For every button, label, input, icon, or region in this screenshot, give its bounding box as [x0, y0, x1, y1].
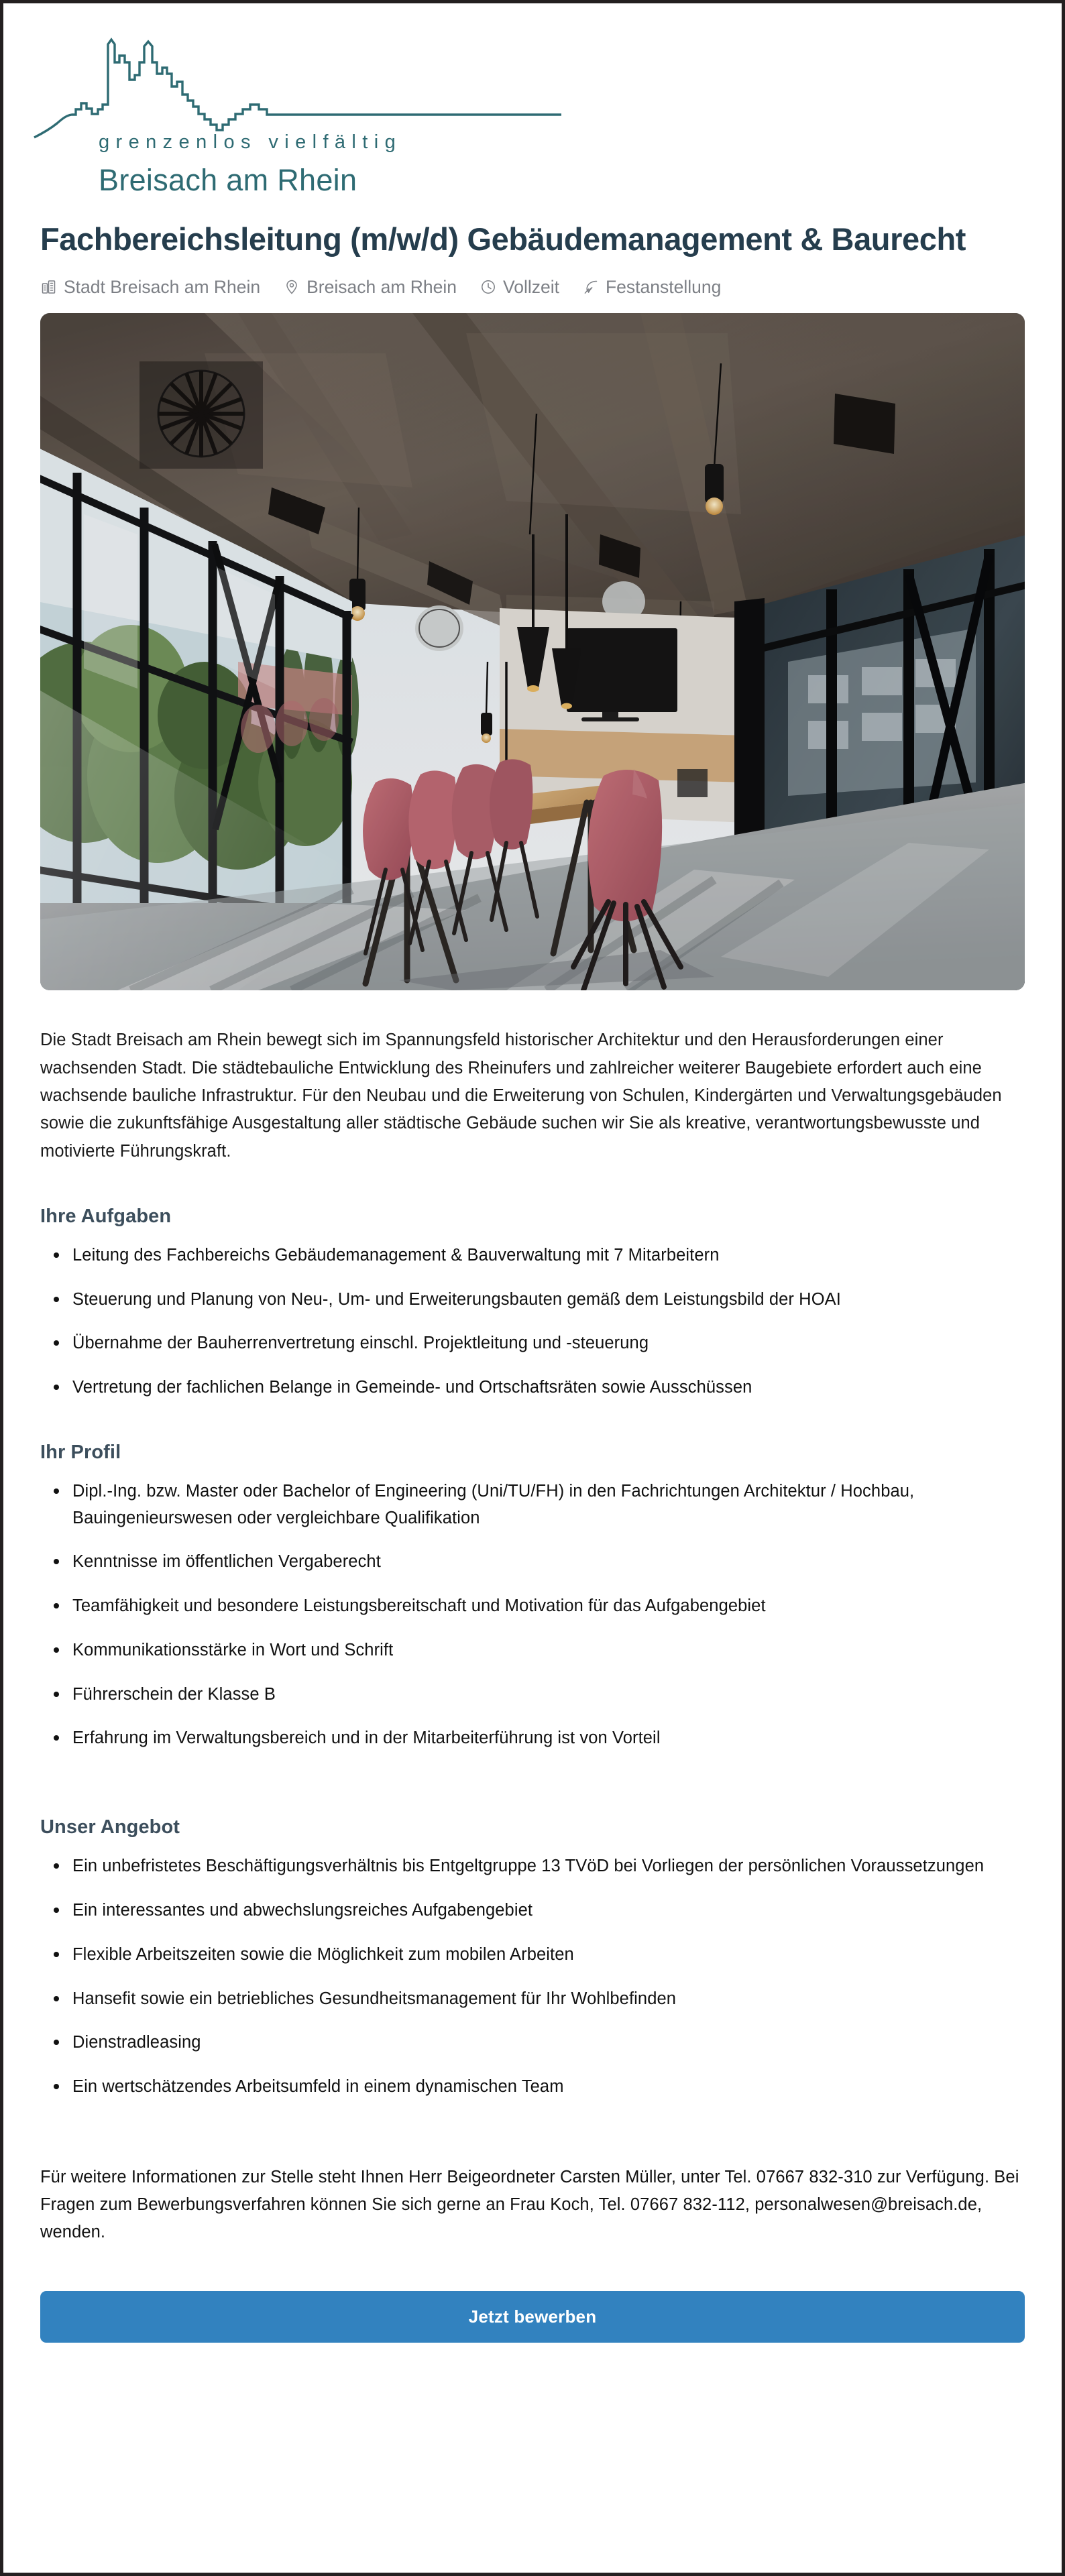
meta-label-employer: Stadt Breisach am Rhein [64, 276, 261, 297]
meta-label-location: Breisach am Rhein [306, 276, 457, 297]
logo-tagline-text: grenzenlos vielfältig [99, 131, 402, 153]
section-heading-offer: Unser Angebot [40, 1816, 180, 1838]
list-item: Steuerung und Planung von Neu-, Um- und Erweiterungsbauten gemäß dem Leistungsbild der HOAI [50, 1287, 1025, 1313]
list-item: Kenntnisse im öffentlichen Vergaberecht [50, 1549, 1025, 1576]
list-item: Führerschein der Klasse B [50, 1682, 1025, 1708]
breisach-minster-skyline-icon [23, 36, 567, 166]
location-pin-icon [283, 278, 300, 296]
list-item: Hansefit sowie ein betriebliches Gesundheitsmanagement für Ihr Wohlbefinden [50, 1986, 1025, 2013]
city-logo [3, 3, 1062, 197]
list-item: Vertretung der fachlichen Belange in Gemeinde- und Ortschaftsräten sowie Ausschüssen [50, 1374, 1025, 1401]
list-item: Ein unbefristetes Beschäftigungsverhältnis bis Entgeltgruppe 13 TVöD bei Vorliegen der persönlichen Voraussetzungen [50, 1853, 1025, 1880]
offer-list [40, 1853, 1025, 2101]
logo-city-name: Breisach am Rhein [99, 163, 357, 197]
feather-pen-icon [582, 278, 600, 296]
section-heading-profile: Ihr Profil [40, 1441, 121, 1463]
hero-image [40, 313, 1025, 990]
section-offer [40, 1816, 1025, 2101]
list-item: Dipl.-Ing. bzw. Master oder Bachelor of Engineering (Uni/TU/FH) in den Fachrichtungen Architektur / Hochbau, Bauingenieurswesen oder vergleichbare Qualifikation [50, 1478, 1025, 1532]
meta-label-contract: Festanstellung [605, 276, 722, 297]
clock-icon [480, 278, 497, 296]
list-item: Ein wertschätzendes Arbeitsumfeld in einem dynamischen Team [50, 2074, 1025, 2101]
apply-button-container [40, 2291, 1025, 2382]
apply-button[interactable]: Jetzt bewerben [40, 2291, 1025, 2343]
section-tasks [40, 1206, 1025, 1401]
meta-item-contract [582, 278, 721, 296]
tasks-list [40, 1242, 1025, 1401]
list-item: Dienstradleasing [50, 2030, 1025, 2056]
list-item: Flexible Arbeitszeiten sowie die Möglichkeit zum mobilen Arbeiten [50, 1942, 1025, 1969]
list-item: Übernahme der Bauherrenvertretung einschl. Projektleitung und -steuerung [50, 1330, 1025, 1357]
section-heading-tasks: Ihre Aufgaben [40, 1205, 172, 1227]
profile-list [40, 1478, 1025, 1752]
meta-item-worktime [480, 278, 559, 296]
list-item: Teamfähigkeit und besondere Leistungsbereitschaft und Motivation für das Aufgabengebiet [50, 1593, 1025, 1620]
list-item: Kommunikationsstärke in Wort und Schrift [50, 1637, 1025, 1664]
page-title: Fachbereichsleitung (m/w/d) Gebäudemanagement & Baurecht [40, 221, 966, 257]
contact-paragraph: Für weitere Informationen zur Stelle steht Ihnen Herr Beigeordneter Carsten Müller, unter Tel. 07667 832-310 zur Verfügung. Bei Fragen zum Bewerbungsverfahren können Sie sich gerne an Frau Koch, Tel. 07667 832-112, personalwesen@breisach.de, wenden. [40, 2167, 1019, 2242]
building-icon [40, 278, 58, 296]
section-profile [40, 1442, 1025, 1752]
meta-label-worktime: Vollzeit [503, 276, 559, 297]
intro-paragraph: Die Stadt Breisach am Rhein bewegt sich im Spannungsfeld historischer Architektur und den Herausforderungen einer wachsenden Stadt. Die städtebauliche Entwicklung des Rheinufers und zahlreicher weiterer Baugebiete erfordert auch eine wachsende bauliche Infrastruktur. Für den Neubau und die Erweiterung von Schulen, Kindergärten und Verwaltungsgebäuden sowie die zukunftsfähige Ausgestaltung aller städtische Gebäude suchen wir Sie als kreative, verantwortungsbewusste und motivierte Führungskraft. [40, 1031, 1002, 1161]
list-item: Ein interessantes und abwechslungsreiches Aufgabengebiet [50, 1897, 1025, 1924]
list-item: Leitung des Fachbereichs Gebäudemanagement & Bauverwaltung mit 7 Mitarbeitern [50, 1242, 1025, 1269]
job-meta-row [40, 278, 1025, 296]
meta-item-employer [40, 278, 260, 296]
meta-item-location [283, 278, 457, 296]
list-item: Erfahrung im Verwaltungsbereich und in der Mitarbeiterführung ist von Vorteil [50, 1725, 1025, 1752]
